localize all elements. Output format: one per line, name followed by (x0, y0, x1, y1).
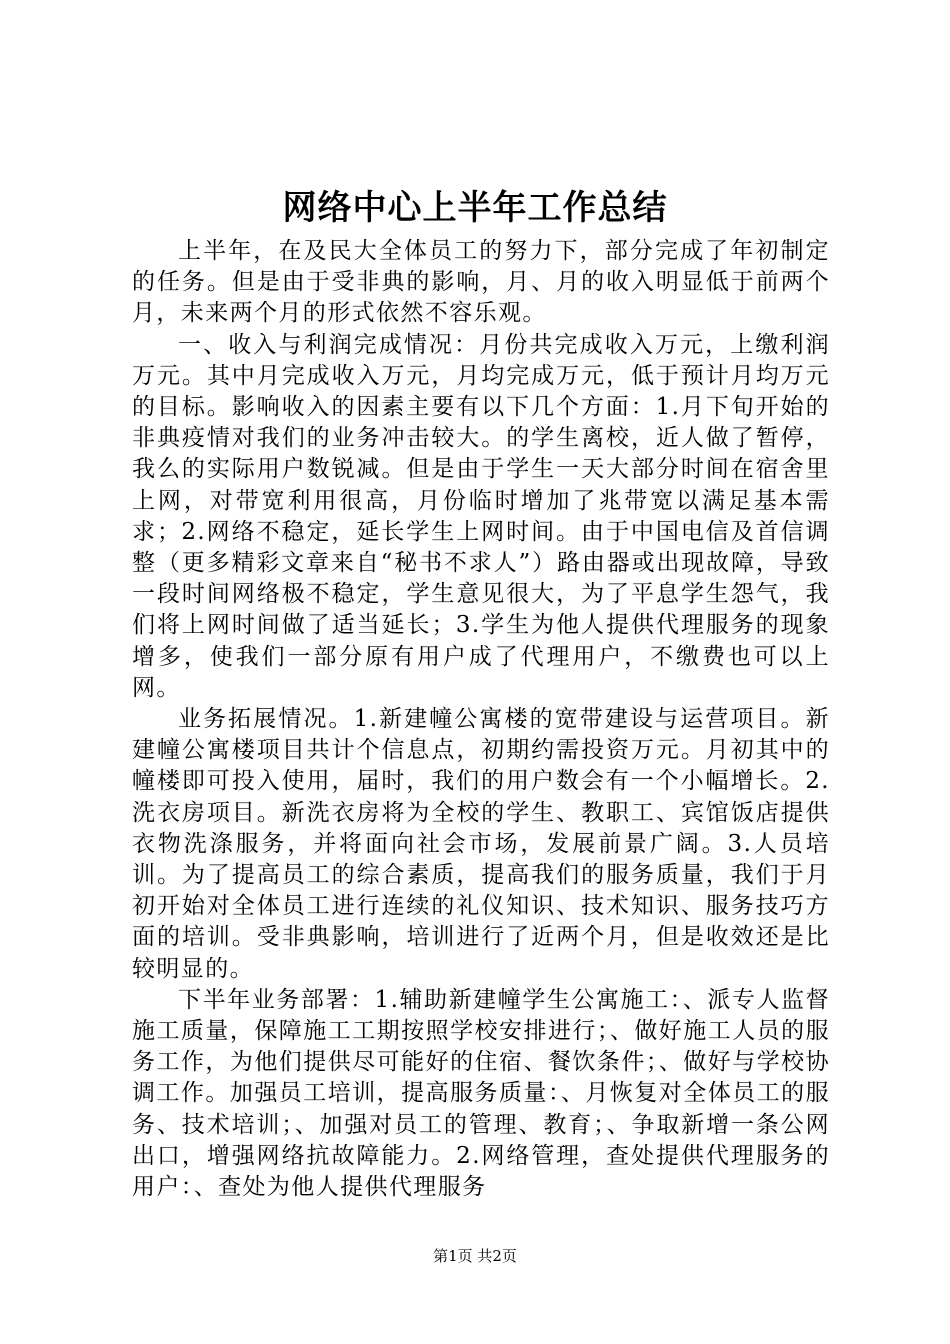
paragraph-second-half-plan: 下半年业务部署：1.辅助新建幢学生公寓施工：、派专人监督施工质量，保障施工工期按照学校安排进行；、做好施工人员的服务工作，为他们提供尽可能好的住宿、餐饮条件；、做好与学校协调工作。加强员工培训，提高服务质量：、月恢复对全体员工的服务、技术培训；、加强对员工的管理、教育；、争取新增一条公网出口，增强网络抗故障能力。2.网络管理，查处提供代理服务的用户：、查处为他人提供代理服务 (132, 986, 830, 1201)
document-title: 网络中心上半年工作总结 (282, 188, 668, 228)
paragraph-intro: 上半年，在及民大全体员工的努力下，部分完成了年初制定的任务。但是由于受非典的影响，月、月的收入明显低于前两个月，未来两个月的形式依然不容乐观。 (132, 238, 830, 327)
paragraph-income-profit: 一、收入与利润完成情况：月份共完成收入万元，上缴利润万元。其中月完成收入万元，月均完成万元，低于预计月均万元的目标。影响收入的因素主要有以下几个方面：1.月下旬开始的非典疫情对我们的业务冲击较大。的学生离校，近人做了暂停，我么的实际用户数锐减。但是由于学生一天大部分时间在宿舍里上网，对带宽利用很高，月份临时增加了兆带宽以满足基本需求；2.网络不稳定，延长学生上网时间。由于中国电信及首信调整（更多精彩文章来自“秘书不求人”）路由器或出现故障，导致一段时间网络极不稳定，学生意见很大，为了平息学生怨气，我们将上网时间做了适当延长；3.学生为他人提供代理服务的现象增多，使我们一部分原有用户成了代理用户，不缴费也可以上网。 (132, 331, 830, 701)
page-number-footer: 第1页 共2页 (433, 1247, 517, 1265)
paragraph-business-expansion: 业务拓展情况。1.新建幢公寓楼的宽带建设与运营项目。新建幢公寓楼项目共计个信息点，初期约需投资万元。月初其中的幢楼即可投入使用，届时，我们的用户数会有一个小幅增长。2.洗衣房项目。新洗衣房将为全校的学生、教职工、宾馆饭店提供衣物洗涤服务，并将面向社会市场，发展前景广阔。3.人员培训。为了提高员工的综合素质，提高我们的服务质量，我们于月初开始对全体员工进行连续的礼仪知识、技术知识、服务技巧方面的培训。受非典影响，培训进行了近两个月，但是收效还是比较明显的。 (132, 706, 830, 982)
document-body (132, 236, 830, 1203)
